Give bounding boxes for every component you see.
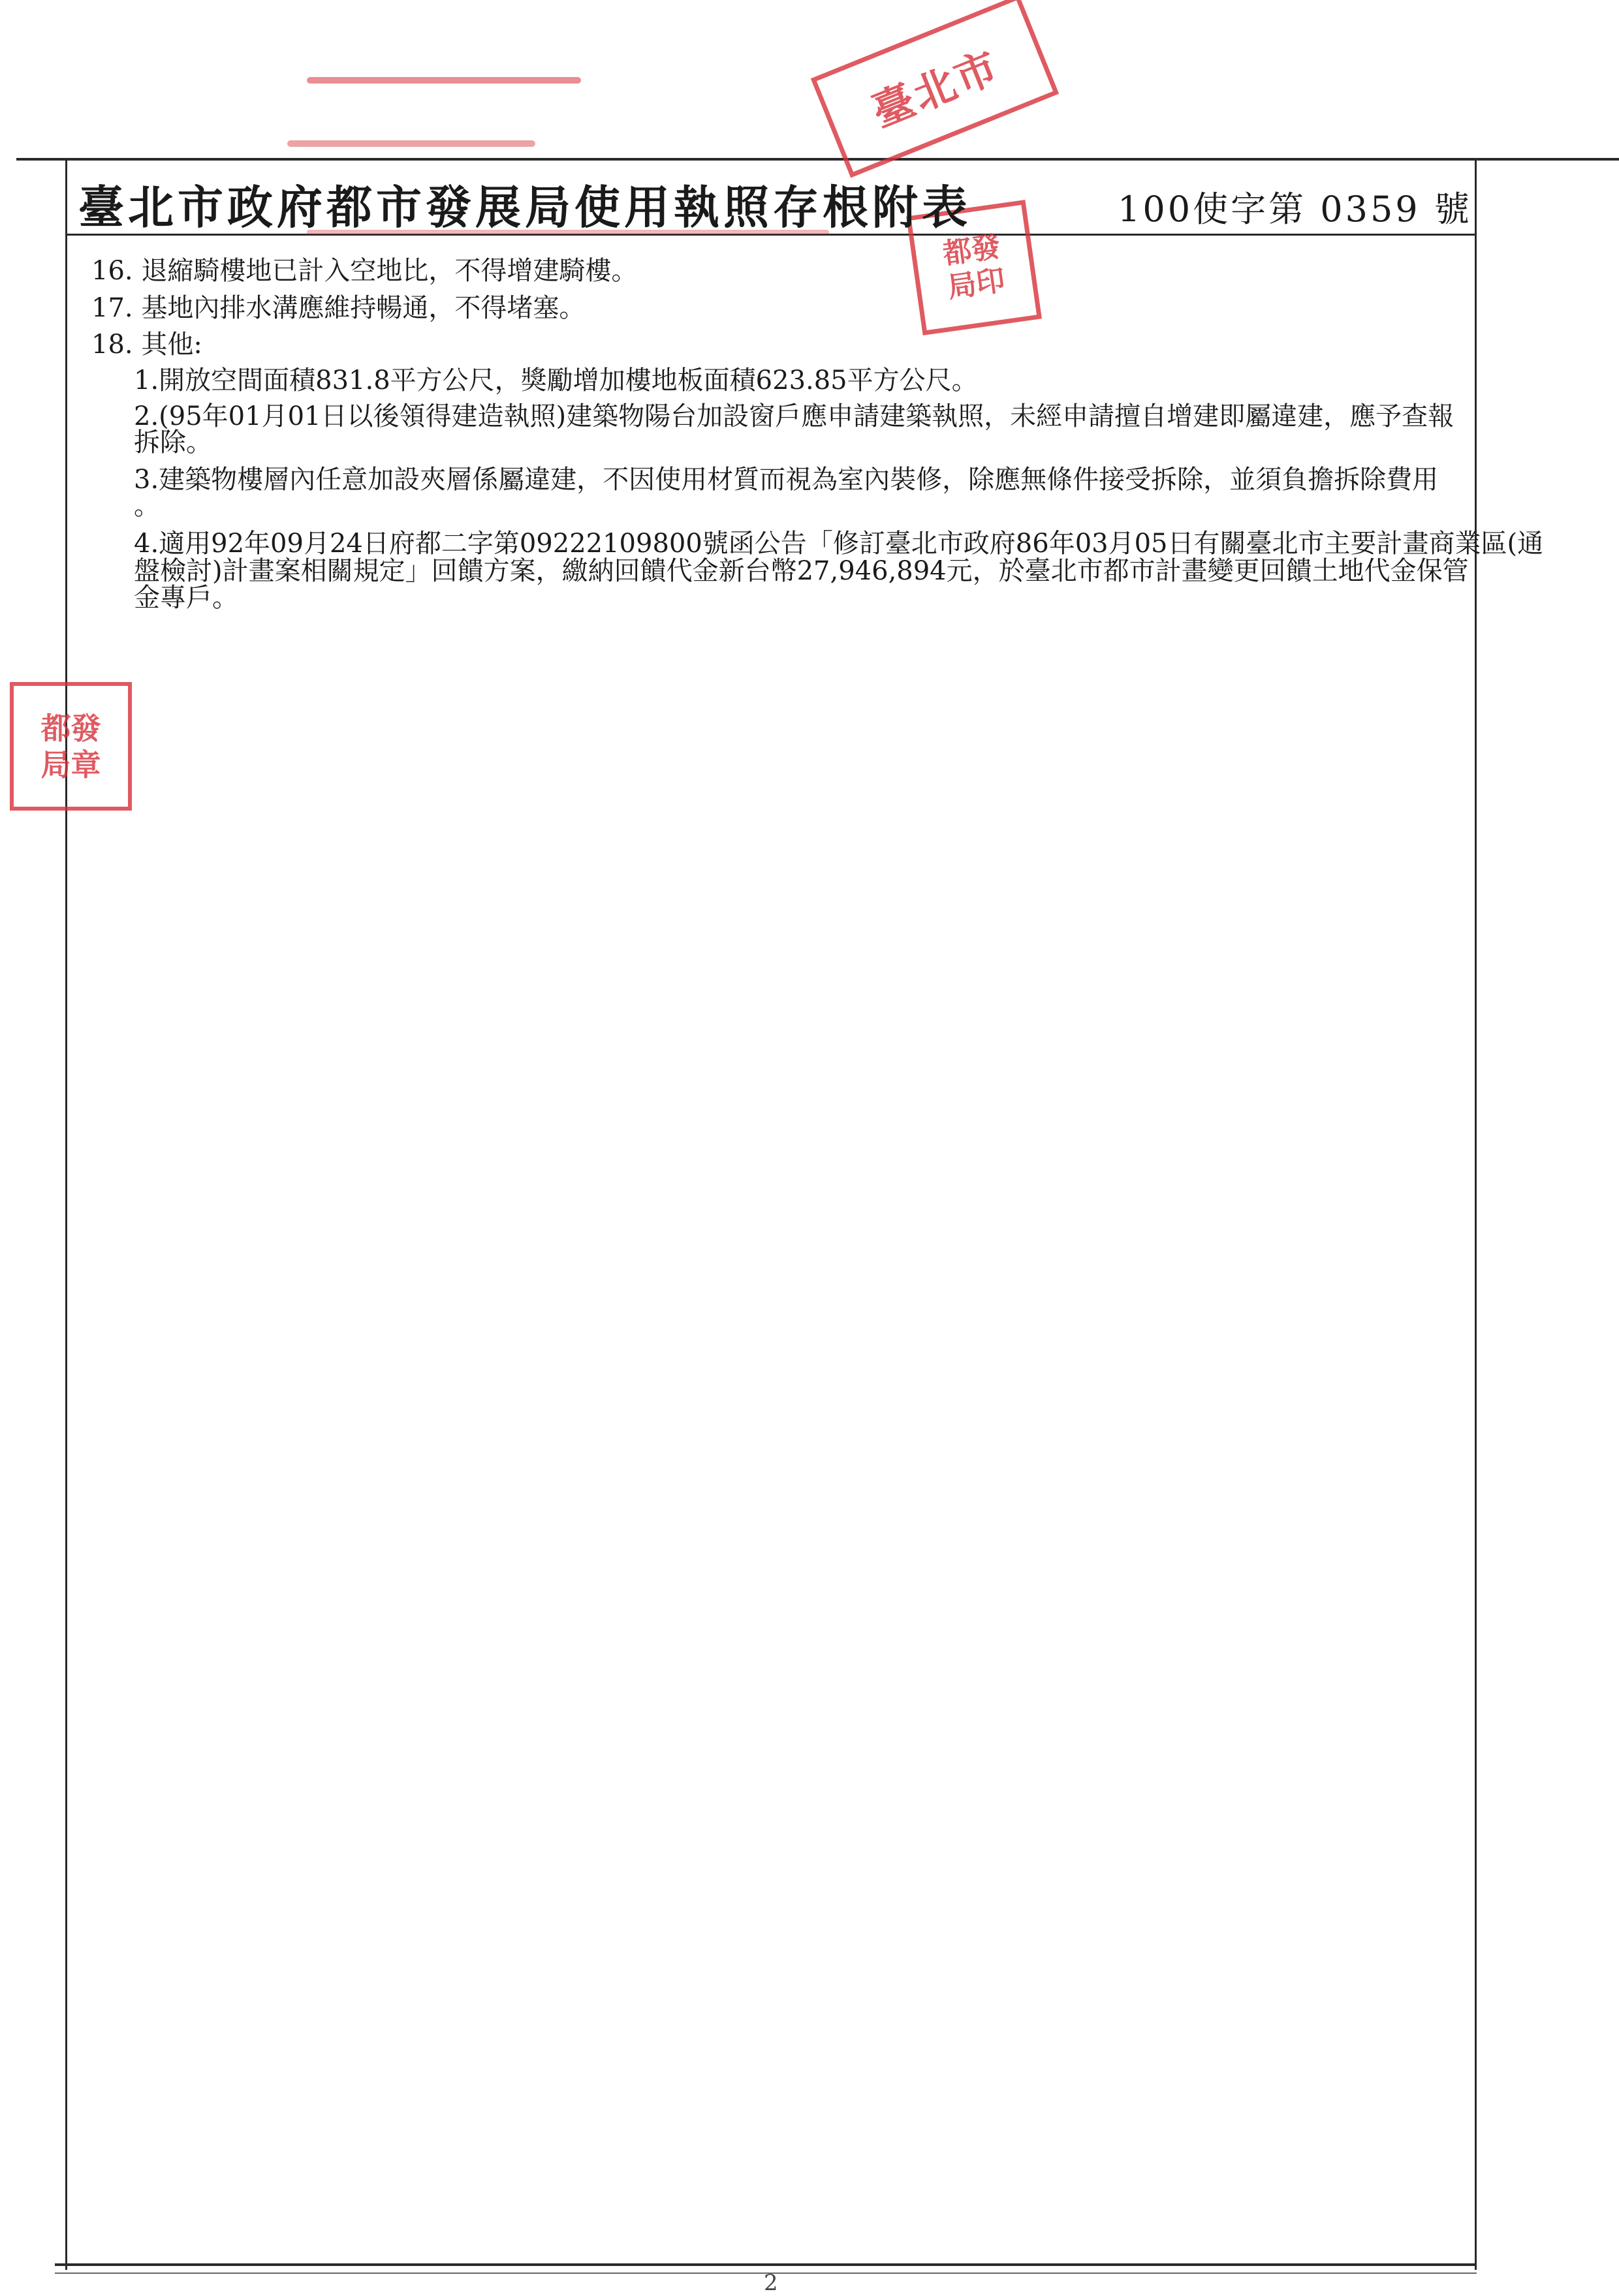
frame-left-border	[65, 160, 67, 2270]
document-title: 臺北市政府都市發展局使用執照存根附表	[78, 180, 971, 234]
page-number: 2	[764, 2270, 778, 2296]
sub-item-4: 4.適用92年09月24日府都二字第09222109800號函公告「修訂臺北市政府86年03月05日有關臺北市主要計畫商業區(通	[134, 529, 1544, 559]
permit-number: 100使字第 0359 號	[1118, 189, 1472, 230]
item-16: 16. 退縮騎樓地已計入空地比，不得增建騎樓。	[91, 256, 638, 286]
ink-smear	[307, 77, 581, 84]
sub-item-3-cont: 。	[134, 491, 160, 521]
middle-seal-stamp: 都發 局印	[906, 200, 1042, 335]
frame-bottom-border	[55, 2263, 1477, 2266]
sub-item-2: 2.(95年01月01日以後領得建造執照)建築物陽台加設窗戶應申請建築執照，未經申請擅自增建即屬違建，應予查報	[134, 401, 1454, 431]
ink-smear	[287, 140, 535, 147]
sub-item-1: 1.開放空間面積831.8平方公尺，獎勵增加樓地板面積623.85平方公尺。	[134, 365, 978, 396]
item-18: 18. 其他:	[91, 330, 202, 360]
sub-item-4-cont1: 盤檢討)計畫案相關規定」回饋方案，繳納回饋代金新台幣27,946,894元，於臺北市都市計畫變更回饋土地代金保管	[134, 556, 1469, 586]
top-seal-stamp: 臺北市	[811, 0, 1059, 178]
item-17: 17. 基地內排水溝應維持暢通，不得堵塞。	[91, 293, 586, 323]
left-seal-stamp: 都發 局章	[10, 682, 132, 811]
sub-item-4-cont2: 金專戶。	[134, 583, 238, 613]
frame-right-border	[1475, 160, 1477, 2270]
frame-top-border	[16, 158, 1619, 161]
sub-item-3: 3.建築物樓層內任意加設夾層係屬違建，不因使用材質而視為室內裝修，除應無條件接受拆除，並須負擔拆除費用	[134, 465, 1439, 495]
sub-item-2-cont: 拆除。	[134, 427, 212, 458]
